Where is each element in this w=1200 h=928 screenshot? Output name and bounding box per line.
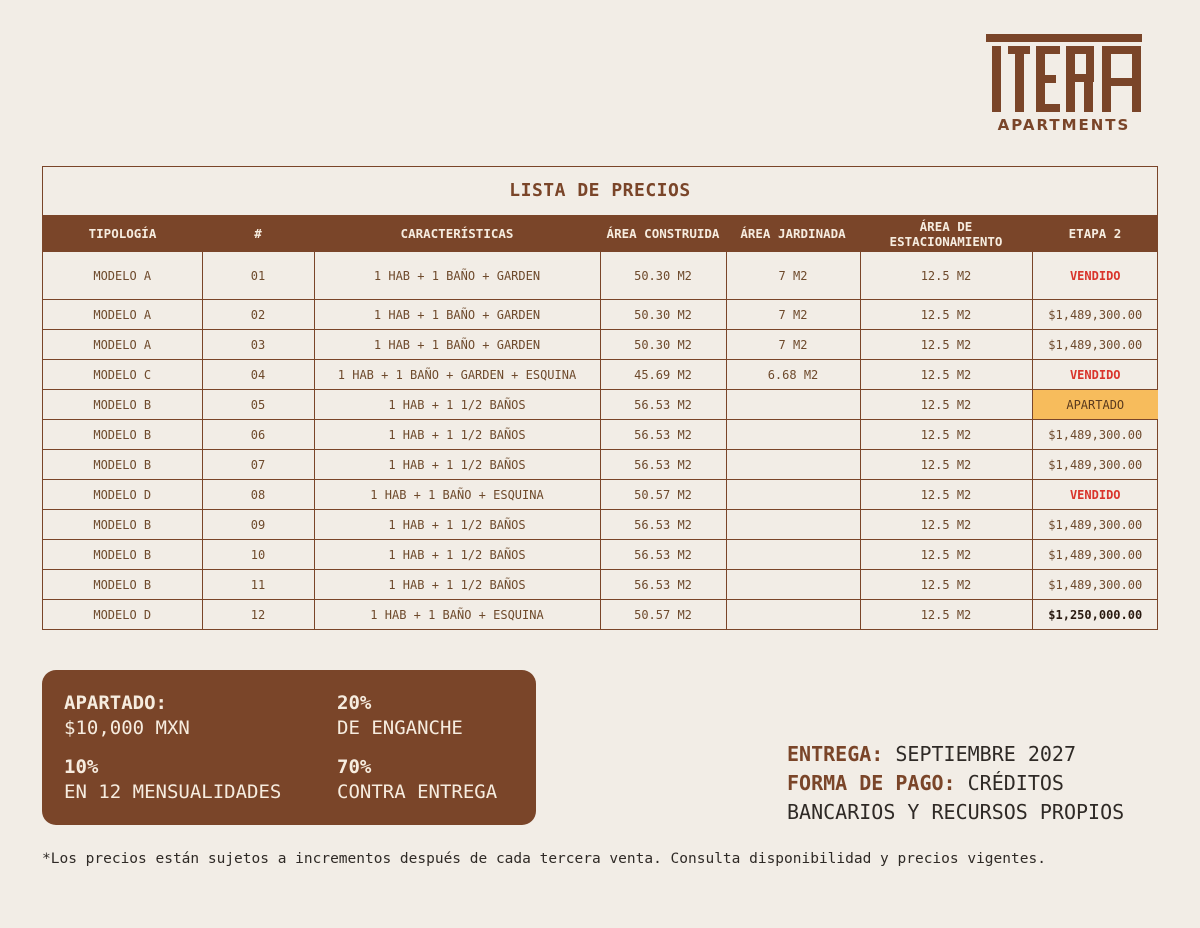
apartado-value: $10,000 MXN	[64, 717, 190, 739]
header-caracteristicas: CARACTERÍSTICAS	[314, 215, 600, 252]
cell-area-estacionamiento: 12.5 M2	[860, 330, 1032, 360]
table-row	[43, 420, 1158, 450]
table-header-row	[43, 215, 1158, 252]
table-title: LISTA DE PRECIOS	[509, 180, 691, 201]
cell-area-construida: 50.30 M2	[600, 300, 726, 330]
cell-caracteristicas: 1 HAB + 1 1/2 BAÑOS	[314, 540, 600, 570]
cell-caracteristicas: 1 HAB + 1 BAÑO + GARDEN + ESQUINA	[314, 360, 600, 390]
cell-number: 02	[202, 300, 314, 330]
table-row	[43, 360, 1158, 390]
contra-entrega-percent: 70%	[337, 756, 372, 778]
table-row	[43, 510, 1158, 540]
header-number: #	[202, 215, 314, 252]
enganche-percent: 20%	[337, 692, 372, 714]
cell-etapa-2: APARTADO	[1032, 390, 1158, 420]
cell-etapa-2: $1,489,300.00	[1032, 450, 1158, 480]
cell-etapa-2: VENDIDO	[1032, 480, 1158, 510]
cell-etapa-2: $1,489,300.00	[1032, 570, 1158, 600]
contra-entrega-info	[337, 755, 497, 805]
cell-tipologia: MODELO B	[43, 540, 202, 570]
cell-etapa-2: $1,489,300.00	[1032, 330, 1158, 360]
cell-caracteristicas: 1 HAB + 1 BAÑO + GARDEN	[314, 252, 600, 300]
cell-area-estacionamiento: 12.5 M2	[860, 360, 1032, 390]
cell-caracteristicas: 1 HAB + 1 BAÑO + GARDEN	[314, 330, 600, 360]
cell-tipologia: MODELO C	[43, 360, 202, 390]
cell-area-construida: 50.30 M2	[600, 330, 726, 360]
table-row	[43, 570, 1158, 600]
cell-area-construida: 56.53 M2	[600, 420, 726, 450]
table-row	[43, 252, 1158, 300]
cell-number: 01	[202, 252, 314, 300]
cell-area-estacionamiento: 12.5 M2	[860, 540, 1032, 570]
header-area-estacionamiento: ÁREA DE ESTACIONAMIENTO	[860, 215, 1032, 252]
logo-subtitle: APARTMENTS	[997, 116, 1131, 134]
forma-pago-label: FORMA DE PAGO:	[787, 771, 956, 795]
enganche-text: DE ENGANCHE	[337, 717, 463, 739]
cell-area-construida: 56.53 M2	[600, 570, 726, 600]
header-area-jardinada: ÁREA JARDINADA	[726, 215, 860, 252]
cell-tipologia: MODELO B	[43, 510, 202, 540]
cell-area-jardinada: 7 M2	[726, 300, 860, 330]
delivery-info	[787, 740, 1124, 827]
cell-area-jardinada	[726, 570, 860, 600]
header-area-construida: ÁREA CONSTRUIDA	[600, 215, 726, 252]
cell-area-estacionamiento: 12.5 M2	[860, 252, 1032, 300]
cell-tipologia: MODELO D	[43, 480, 202, 510]
payment-info-box	[42, 670, 536, 825]
table-row	[43, 450, 1158, 480]
cell-caracteristicas: 1 HAB + 1 BAÑO + ESQUINA	[314, 480, 600, 510]
cell-tipologia: MODELO A	[43, 252, 202, 300]
cell-etapa-2: VENDIDO	[1032, 252, 1158, 300]
cell-caracteristicas: 1 HAB + 1 BAÑO + GARDEN	[314, 300, 600, 330]
cell-caracteristicas: 1 HAB + 1 1/2 BAÑOS	[314, 390, 600, 420]
apartado-label: APARTADO:	[64, 692, 167, 714]
cell-area-construida: 56.53 M2	[600, 390, 726, 420]
cell-tipologia: MODELO B	[43, 420, 202, 450]
cell-number: 04	[202, 360, 314, 390]
cell-number: 05	[202, 390, 314, 420]
cell-tipologia: MODELO D	[43, 600, 202, 630]
cell-etapa-2: $1,489,300.00	[1032, 420, 1158, 450]
enganche-info	[337, 691, 463, 741]
cell-area-estacionamiento: 12.5 M2	[860, 480, 1032, 510]
table-row	[43, 540, 1158, 570]
cell-caracteristicas: 1 HAB + 1 BAÑO + ESQUINA	[314, 600, 600, 630]
mensualidades-info	[64, 755, 281, 805]
cell-number: 06	[202, 420, 314, 450]
cell-area-construida: 56.53 M2	[600, 450, 726, 480]
cell-area-estacionamiento: 12.5 M2	[860, 510, 1032, 540]
cell-etapa-2: VENDIDO	[1032, 360, 1158, 390]
apartado-info	[64, 691, 190, 741]
forma-pago-value: CRÉDITOS	[967, 771, 1064, 795]
entrega-value: SEPTIEMBRE 2027	[895, 742, 1076, 766]
price-list-table	[42, 166, 1158, 630]
cell-area-jardinada	[726, 600, 860, 630]
cell-caracteristicas: 1 HAB + 1 1/2 BAÑOS	[314, 450, 600, 480]
cell-area-estacionamiento: 12.5 M2	[860, 600, 1032, 630]
cell-area-estacionamiento: 12.5 M2	[860, 450, 1032, 480]
cell-number: 09	[202, 510, 314, 540]
mensualidades-percent: 10%	[64, 756, 99, 778]
cell-area-jardinada	[726, 510, 860, 540]
cell-etapa-2: $1,250,000.00	[1032, 600, 1158, 630]
cell-area-jardinada	[726, 480, 860, 510]
itera-logo	[984, 34, 1144, 134]
entrega-line	[787, 740, 1124, 769]
logo-wordmark-graphic	[984, 34, 1144, 114]
cell-area-construida: 45.69 M2	[600, 360, 726, 390]
table-row	[43, 390, 1158, 420]
footnote: *Los precios están sujetos a incrementos después de cada tercera venta. Consulta disponibilidad y precios vigentes.	[42, 851, 1046, 867]
cell-area-estacionamiento: 12.5 M2	[860, 300, 1032, 330]
table-row	[43, 600, 1158, 630]
cell-number: 08	[202, 480, 314, 510]
header-tipologia: TIPOLOGÍA	[43, 215, 202, 252]
cell-area-jardinada: 7 M2	[726, 252, 860, 300]
cell-tipologia: MODELO B	[43, 390, 202, 420]
cell-area-estacionamiento: 12.5 M2	[860, 390, 1032, 420]
price-table	[43, 215, 1158, 629]
cell-area-construida: 50.57 M2	[600, 600, 726, 630]
forma-pago-value-line-2: BANCARIOS Y RECURSOS PROPIOS	[787, 800, 1125, 824]
cell-area-construida: 50.30 M2	[600, 252, 726, 300]
entrega-label: ENTREGA:	[787, 742, 884, 766]
cell-caracteristicas: 1 HAB + 1 1/2 BAÑOS	[314, 420, 600, 450]
cell-etapa-2: $1,489,300.00	[1032, 510, 1158, 540]
table-row	[43, 480, 1158, 510]
cell-number: 03	[202, 330, 314, 360]
cell-area-jardinada	[726, 450, 860, 480]
cell-number: 10	[202, 540, 314, 570]
cell-area-construida: 56.53 M2	[600, 540, 726, 570]
cell-caracteristicas: 1 HAB + 1 1/2 BAÑOS	[314, 570, 600, 600]
contra-entrega-text: CONTRA ENTREGA	[337, 781, 498, 803]
table-row	[43, 330, 1158, 360]
cell-caracteristicas: 1 HAB + 1 1/2 BAÑOS	[314, 510, 600, 540]
cell-area-construida: 50.57 M2	[600, 480, 726, 510]
cell-area-construida: 56.53 M2	[600, 510, 726, 540]
cell-area-jardinada: 6.68 M2	[726, 360, 860, 390]
cell-area-jardinada	[726, 390, 860, 420]
cell-area-estacionamiento: 12.5 M2	[860, 420, 1032, 450]
cell-area-estacionamiento: 12.5 M2	[860, 570, 1032, 600]
header-etapa-2: ETAPA 2	[1032, 215, 1158, 252]
cell-etapa-2: $1,489,300.00	[1032, 300, 1158, 330]
cell-tipologia: MODELO A	[43, 330, 202, 360]
cell-tipologia: MODELO B	[43, 450, 202, 480]
mensualidades-text: EN 12 MENSUALIDADES	[64, 781, 282, 803]
cell-number: 11	[202, 570, 314, 600]
cell-area-jardinada: 7 M2	[726, 330, 860, 360]
cell-etapa-2: $1,489,300.00	[1032, 540, 1158, 570]
cell-number: 07	[202, 450, 314, 480]
cell-area-jardinada	[726, 420, 860, 450]
cell-number: 12	[202, 600, 314, 630]
forma-pago-line	[787, 769, 1124, 798]
cell-area-jardinada	[726, 540, 860, 570]
cell-tipologia: MODELO B	[43, 570, 202, 600]
cell-tipologia: MODELO A	[43, 300, 202, 330]
table-row	[43, 300, 1158, 330]
